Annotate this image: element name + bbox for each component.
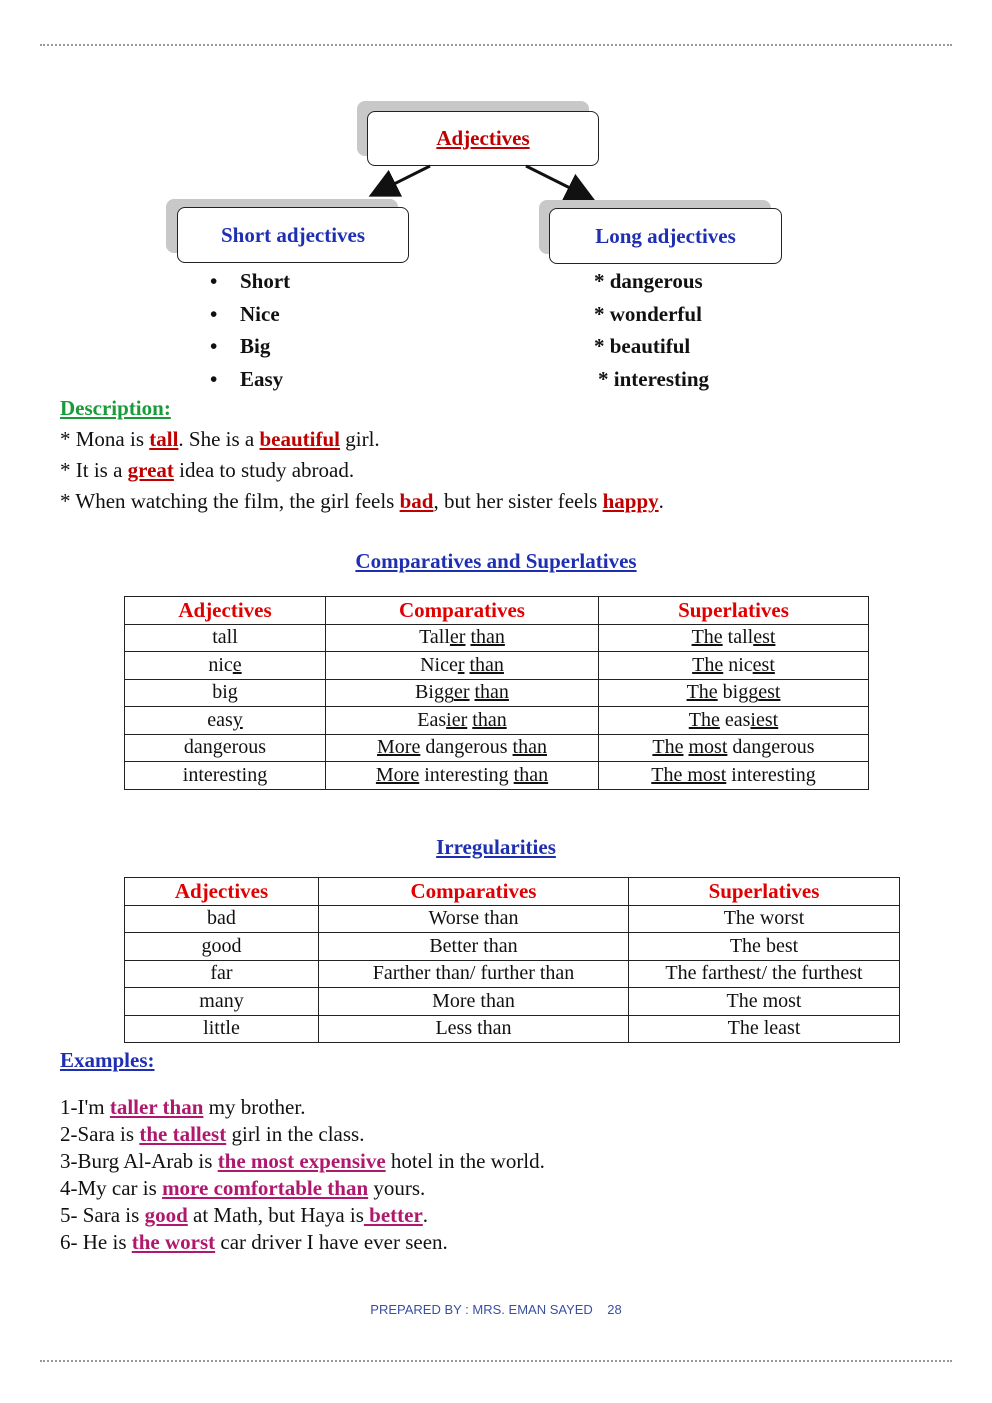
cell: The least	[629, 1015, 900, 1043]
cell: little	[125, 1015, 319, 1043]
arrow-right	[526, 166, 590, 198]
cell: tall	[125, 624, 326, 652]
cell: Farther than/ further than	[319, 960, 629, 988]
table-row	[125, 679, 869, 707]
table-row	[125, 905, 900, 933]
col-header: Comparatives	[326, 597, 599, 625]
bottom-dotted-border	[40, 1360, 952, 1362]
table-row	[125, 988, 900, 1016]
description-sentence: * When watching the film, the girl feels bad, but her sister feels happy.	[60, 489, 664, 513]
list-item: • Big	[240, 330, 290, 363]
cell: good	[125, 933, 319, 961]
cell: interesting	[125, 762, 326, 790]
description-heading: Description:	[60, 396, 171, 420]
comparatives-table	[124, 596, 869, 790]
list-item: * wonderful	[594, 301, 702, 326]
cell: The best	[629, 933, 900, 961]
col-header: Comparatives	[319, 878, 629, 906]
example-line: 2-Sara is the tallest girl in the class.	[60, 1122, 365, 1146]
cell: The biggest	[599, 679, 869, 707]
cell: The nicest	[599, 652, 869, 680]
arrow-left	[374, 166, 430, 194]
cell: big	[125, 679, 326, 707]
table-row	[125, 652, 869, 680]
comparatives-title: Comparatives and Superlatives	[355, 549, 637, 573]
example-line: 4-My car is more comfortable than yours.	[60, 1176, 426, 1200]
short-adjectives-box: Short adjectives	[177, 207, 409, 263]
list-item: * beautiful	[594, 334, 691, 358]
cell: Worse than	[319, 905, 629, 933]
cell: Easier than	[326, 707, 599, 735]
description-section	[60, 393, 664, 517]
list-item: • Short	[240, 265, 290, 298]
description-sentence: * Mona is tall. She is a beautiful girl.	[60, 427, 380, 451]
list-item: • Easy	[240, 363, 290, 396]
cell: Taller than	[326, 624, 599, 652]
col-header: Adjectives	[125, 878, 319, 906]
example-line: 1-I'm taller than my brother.	[60, 1095, 306, 1119]
cell: The tallest	[599, 624, 869, 652]
cell: many	[125, 988, 319, 1016]
cell: bad	[125, 905, 319, 933]
list-item: • Nice	[240, 298, 290, 331]
table-row	[125, 933, 900, 961]
cell: More interesting than	[326, 762, 599, 790]
cell: The most interesting	[599, 762, 869, 790]
long-adjectives-list	[594, 265, 709, 395]
example-line: 6- He is the worst car driver I have ever seen.	[60, 1230, 448, 1254]
short-adjectives-list	[240, 265, 290, 395]
cell: Nicer than	[326, 652, 599, 680]
cell: The farthest/ the furthest	[629, 960, 900, 988]
cell: The easiest	[599, 707, 869, 735]
table-row	[125, 960, 900, 988]
diagram-arrows	[0, 0, 992, 300]
description-sentence: * It is a great idea to study abroad.	[60, 458, 355, 482]
table-header-row	[125, 878, 900, 906]
col-header: Adjectives	[125, 597, 326, 625]
table-row	[125, 734, 869, 762]
table-row	[125, 624, 869, 652]
cell: far	[125, 960, 319, 988]
list-item: * interesting	[598, 366, 710, 391]
table-row	[125, 1015, 900, 1043]
long-adjectives-box: Long adjectives	[549, 208, 782, 264]
examples-list	[60, 1094, 545, 1256]
adjectives-root-box: Adjectives	[367, 111, 599, 166]
irregularities-title: Irregularities	[436, 835, 556, 859]
cell: nice	[125, 652, 326, 680]
table-row	[125, 762, 869, 790]
cell: Less than	[319, 1015, 629, 1043]
cell: The most dangerous	[599, 734, 869, 762]
table-header-row	[125, 597, 869, 625]
list-item: * dangerous	[594, 269, 703, 293]
example-line: 5- Sara is good at Math, but Haya is better.	[60, 1203, 429, 1227]
col-header: Superlatives	[599, 597, 869, 625]
cell: dangerous	[125, 734, 326, 762]
cell: easy	[125, 707, 326, 735]
cell: The worst	[629, 905, 900, 933]
example-line: 3-Burg Al-Arab is the most expensive hotel in the world.	[60, 1149, 545, 1173]
cell: Bigger than	[326, 679, 599, 707]
table-row	[125, 707, 869, 735]
cell: More dangerous than	[326, 734, 599, 762]
cell: Better than	[319, 933, 629, 961]
page-footer: PREPARED BY : MRS. EMAN SAYED 28	[370, 1302, 622, 1317]
examples-heading: Examples:	[60, 1048, 155, 1072]
cell: The most	[629, 988, 900, 1016]
irregularities-table	[124, 877, 900, 1043]
cell: More than	[319, 988, 629, 1016]
col-header: Superlatives	[629, 878, 900, 906]
